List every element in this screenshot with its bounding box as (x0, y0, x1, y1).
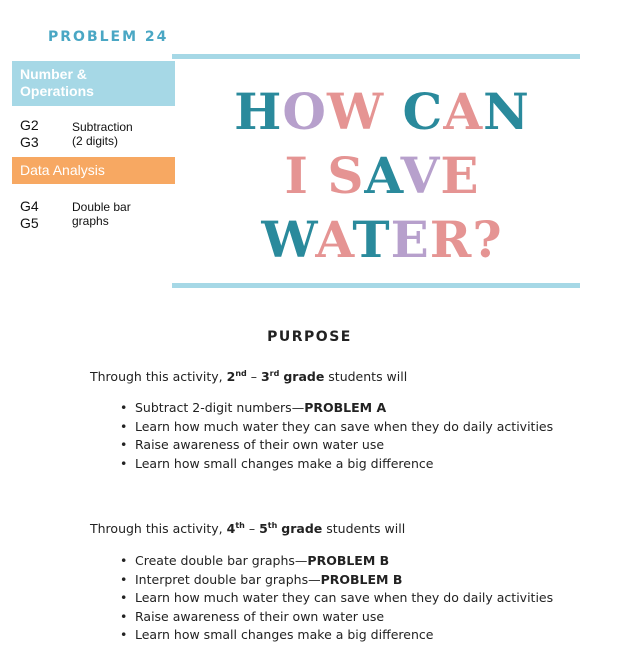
intro-prefix: Through this activity, (90, 521, 227, 537)
title-letter: V (400, 146, 441, 205)
title-line-1 (172, 80, 592, 144)
grade-start: 4 (226, 521, 236, 537)
list-item (120, 418, 553, 437)
grade-end: 5 (259, 521, 268, 537)
intro-suffix: students will (322, 521, 406, 537)
skill-line2: (2 digits) (72, 134, 119, 148)
bullet-list-grades-4-5 (120, 552, 553, 645)
title-word (261, 210, 502, 269)
title-letter: A (315, 210, 353, 269)
problem-number-label: PROBLEM 24 (48, 29, 169, 45)
list-item-text: Learn how much water they can save when they do daily activities (135, 590, 554, 605)
grade-label: G5 (20, 215, 39, 231)
category-label-line1: Number & (20, 66, 87, 82)
page-title (172, 80, 592, 272)
category-number-operations (12, 61, 175, 106)
title-letter: E (440, 146, 480, 205)
skill-line1: Double bar (72, 200, 131, 214)
grade-word: grade (283, 369, 325, 385)
grade-end: 3 (260, 369, 270, 385)
list-item (120, 436, 553, 455)
title-word (234, 82, 384, 141)
title-letter: H (234, 82, 283, 141)
list-item-text: Learn how small changes make a big difference (135, 455, 434, 471)
list-item-text: Create double bar graphs— (135, 553, 308, 568)
problem-tag: PROBLEM A (304, 400, 387, 415)
title-letter: I (284, 146, 309, 205)
list-item (120, 455, 553, 474)
title-letter: W (326, 82, 385, 141)
bullet-list-grades-2-3 (120, 399, 553, 473)
title-letter: R (429, 210, 473, 269)
grade-label: G3 (20, 134, 39, 150)
list-item-text: Subtract 2-digit numbers— (135, 400, 305, 415)
title-line-2 (172, 144, 592, 208)
list-item-text: Learn how much water they can save when they do daily activities (135, 418, 554, 434)
grade-word: grade (281, 521, 323, 537)
list-item (120, 571, 553, 590)
title-letter: E (390, 210, 430, 269)
list-item-text: Raise awareness of their own water use (135, 437, 385, 452)
title-line-3 (172, 208, 592, 272)
grade-list-number-ops (20, 117, 39, 151)
list-item (120, 399, 553, 418)
title-word (327, 146, 479, 205)
title-letter: A (364, 146, 401, 205)
list-item-text: Learn how small changes make a big difference (135, 627, 434, 642)
category-data-analysis (12, 157, 175, 184)
intro-prefix: Through this activity, (90, 369, 227, 385)
title-letter: O (282, 82, 327, 141)
grade-end-suffix: th (267, 521, 278, 530)
grade-list-data-analysis (20, 198, 39, 232)
list-item (120, 626, 553, 645)
grade-dash: – (244, 521, 260, 537)
skill-data-analysis (72, 200, 167, 228)
grade-dash: – (246, 369, 261, 385)
title-bottom-rule (172, 283, 580, 288)
intro-grades-4-5 (90, 521, 405, 536)
list-item (120, 608, 553, 627)
grade-label: G2 (20, 117, 39, 133)
category-label: Data Analysis (20, 162, 105, 178)
title-word (285, 146, 309, 205)
problem-tag: PROBLEM B (320, 571, 403, 587)
grade-start: 2 (226, 369, 236, 385)
skill-line1: Subtraction (72, 120, 133, 134)
grade-start-suffix: nd (235, 369, 247, 378)
title-letter: N (483, 82, 530, 141)
title-word (403, 82, 530, 141)
problem-tag: PROBLEM B (307, 553, 390, 568)
category-label-line2: Operations (20, 83, 94, 99)
title-letter: T (352, 210, 391, 269)
skill-number-ops (72, 120, 167, 148)
list-item-text: Raise awareness of their own water use (135, 608, 385, 624)
list-item (120, 552, 553, 571)
purpose-heading: PURPOSE (267, 329, 352, 345)
grade-end-suffix: rd (269, 369, 280, 378)
title-letter: C (402, 82, 444, 141)
title-letter: S (327, 146, 365, 205)
title-letter: ? (472, 210, 503, 269)
title-top-rule (172, 54, 580, 59)
intro-grades-2-3 (90, 369, 407, 384)
list-item (120, 589, 553, 608)
title-letter: A (443, 82, 484, 141)
list-item-text: Interpret double bar graphs— (135, 571, 321, 587)
grade-start-suffix: th (235, 521, 245, 530)
title-letter: W (261, 210, 316, 269)
intro-suffix: students will (324, 369, 408, 385)
grade-label: G4 (20, 198, 39, 214)
skill-line2: graphs (72, 214, 109, 228)
